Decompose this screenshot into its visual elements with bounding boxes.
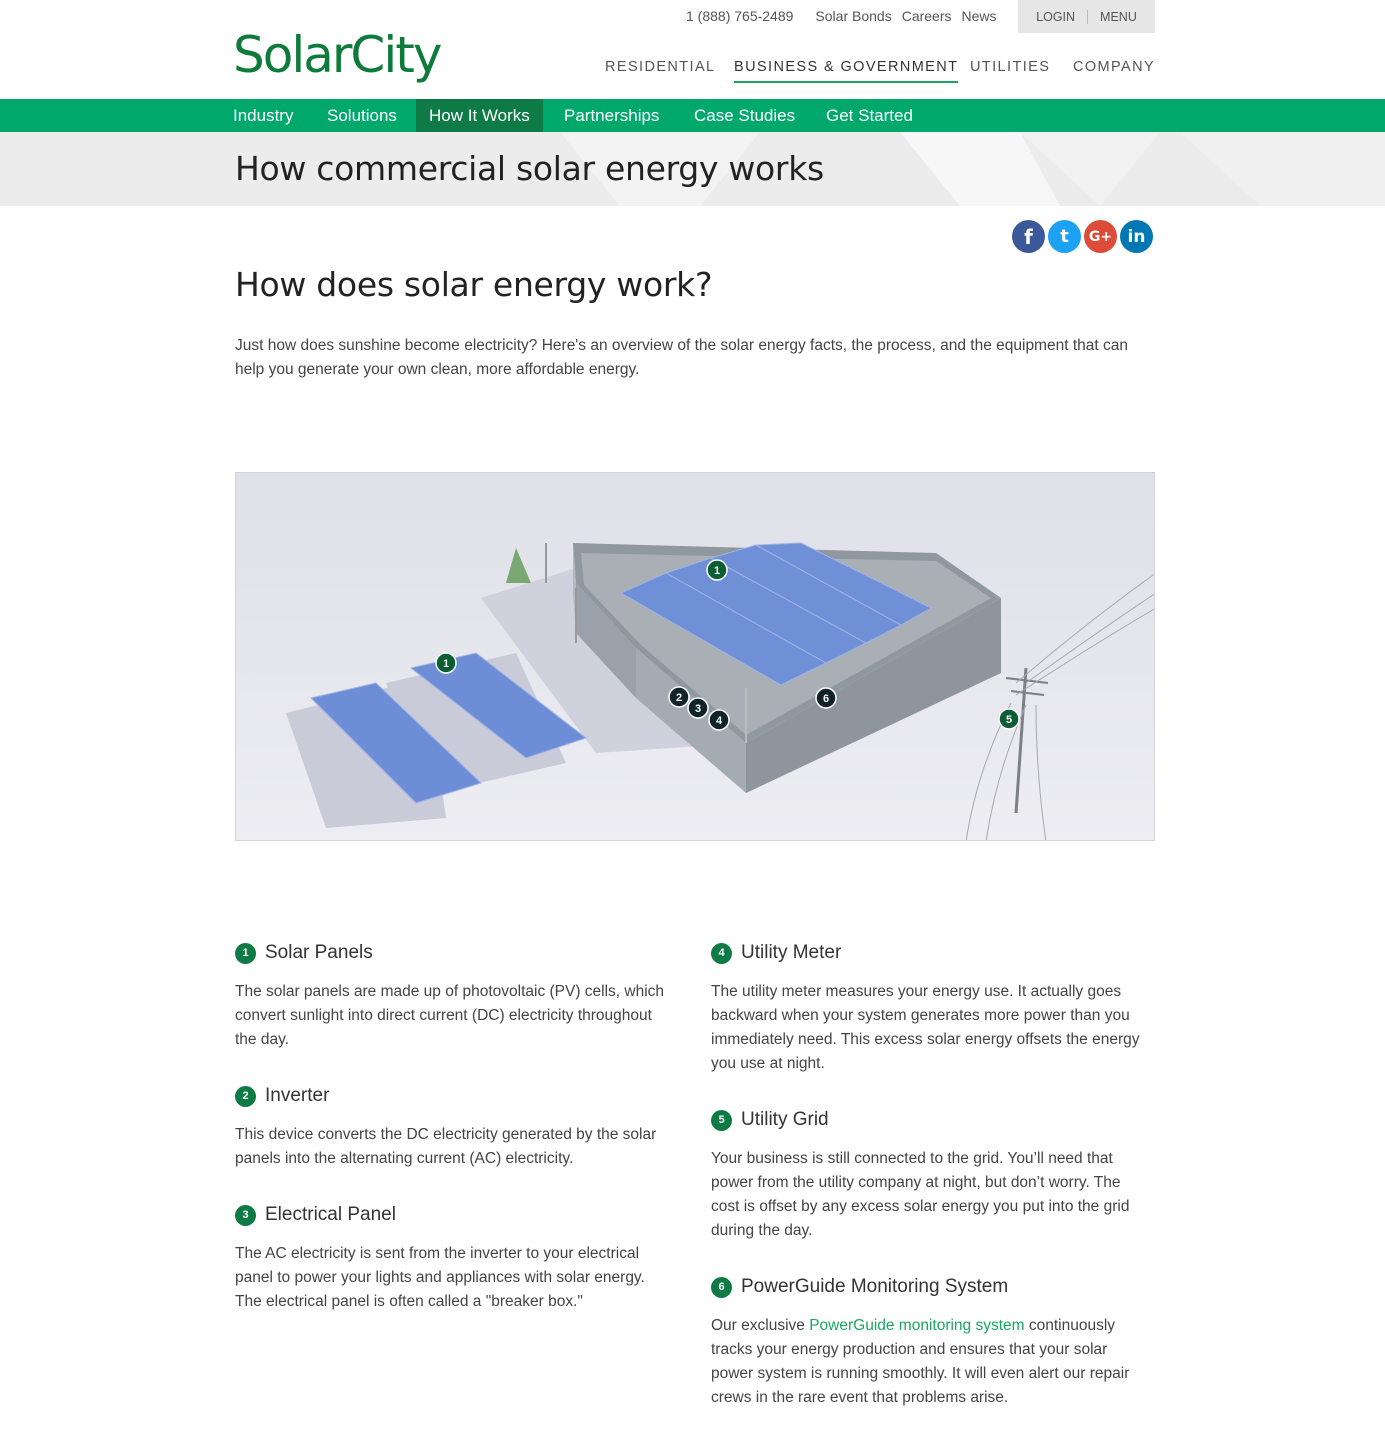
feature-description: The utility meter measures your energy use. It actually goes backward when your system generates more power than you immediately need. This excess solar energy offsets the energy you use at night. xyxy=(711,983,1140,1072)
subnav-how-it-works[interactable]: How It Works xyxy=(416,99,543,132)
subnav-get-started[interactable]: Get Started xyxy=(826,106,913,125)
feature-description: Our exclusive PowerGuide monitoring system continuously tracks your energy production and ensures that your solar power system is running smoothly. It will even alert our repair crews in the rare event that problems arise. xyxy=(711,1317,1130,1406)
marker-4[interactable] xyxy=(709,710,729,730)
facebook-icon[interactable]: f xyxy=(1012,220,1045,253)
subnav-solutions[interactable]: Solutions xyxy=(327,106,397,125)
nav-company[interactable]: COMPANY xyxy=(1073,59,1156,75)
nav-business-government[interactable]: BUSINESS & GOVERNMENT xyxy=(734,59,958,83)
account-box xyxy=(1018,0,1155,33)
feature-description: This device converts the DC electricity generated by the solar panels into the alternating current (AC) electricity. xyxy=(235,1126,657,1167)
marker-1-roof[interactable] xyxy=(707,560,727,580)
nav-residential[interactable]: RESIDENTIAL xyxy=(605,59,716,75)
utility-links xyxy=(686,8,997,26)
badge-4: 4 xyxy=(711,943,732,964)
solar-system-illustration xyxy=(235,472,1155,841)
phone-link[interactable]: 1 (888) 765-2489 xyxy=(686,8,794,24)
svg-text:2: 2 xyxy=(675,692,683,704)
marker-5[interactable] xyxy=(999,709,1019,729)
nav-utilities[interactable]: UTILITIES xyxy=(970,59,1051,75)
feature-powerguide xyxy=(711,1276,1151,1410)
menu-link[interactable]: MENU xyxy=(1100,9,1137,24)
feature-title: Electrical Panel xyxy=(265,1204,396,1225)
svg-text:1: 1 xyxy=(442,658,450,670)
svg-text:4: 4 xyxy=(715,715,723,727)
feature-utility-meter xyxy=(711,942,1151,1076)
feature-utility-grid xyxy=(711,1109,1151,1243)
feature-title: Solar Panels xyxy=(265,942,373,963)
feature-description: The AC electricity is sent from the inverter to your electrical panel to power your lights and appliances with solar energy. The electrical panel is often called a "breaker box." xyxy=(235,1245,645,1310)
section-title: How does solar energy work? xyxy=(235,265,713,304)
site-header xyxy=(0,0,1385,99)
feature-title: PowerGuide Monitoring System xyxy=(741,1276,1009,1297)
login-link[interactable]: LOGIN xyxy=(1036,9,1076,24)
badge-6: 6 xyxy=(711,1277,732,1298)
marker-2[interactable] xyxy=(669,687,689,707)
account-divider xyxy=(1087,10,1088,24)
feature-electrical-panel xyxy=(235,1204,675,1314)
google-plus-icon[interactable]: G+ xyxy=(1084,220,1117,253)
news-link[interactable]: News xyxy=(961,8,997,24)
careers-link[interactable]: Careers xyxy=(901,8,952,24)
page-title: How commercial solar energy works xyxy=(235,149,824,188)
linkedin-icon[interactable]: in xyxy=(1120,220,1153,253)
feature-title: Utility Grid xyxy=(741,1109,829,1130)
social-share xyxy=(1012,220,1153,253)
solarcity-logo[interactable]: SolarCity xyxy=(233,26,441,84)
marker-6[interactable] xyxy=(816,688,836,708)
solar-bonds-link[interactable]: Solar Bonds xyxy=(815,8,892,24)
feature-description: The solar panels are made up of photovoltaic (PV) cells, which convert sunlight into direct current (DC) electricity throughout the day. xyxy=(235,983,665,1048)
sub-nav xyxy=(0,99,1385,132)
feature-title: Inverter xyxy=(265,1085,330,1106)
badge-5: 5 xyxy=(711,1110,732,1131)
subnav-case-studies[interactable]: Case Studies xyxy=(694,106,796,125)
svg-text:1: 1 xyxy=(713,565,721,577)
marker-1-carport[interactable] xyxy=(436,653,456,673)
marker-3[interactable] xyxy=(688,698,708,718)
badge-2: 2 xyxy=(235,1086,256,1107)
twitter-icon[interactable]: t xyxy=(1048,220,1081,253)
feature-inverter xyxy=(235,1085,675,1171)
subnav-partnerships[interactable]: Partnerships xyxy=(564,106,660,125)
badge-1: 1 xyxy=(235,943,256,964)
subnav-industry[interactable]: Industry xyxy=(233,106,294,125)
feature-title: Utility Meter xyxy=(741,942,842,963)
feature-description: Your business is still connected to the grid. You’ll need that power from the utility company at night, but don’t worry. The cost is offset by any excess solar energy you put into the grid during the day. xyxy=(711,1150,1130,1239)
svg-text:6: 6 xyxy=(822,693,830,705)
powerguide-link[interactable]: PowerGuide monitoring system xyxy=(809,1317,1025,1334)
svg-text:3: 3 xyxy=(694,703,702,715)
badge-3: 3 xyxy=(235,1205,256,1226)
feature-solar-panels xyxy=(235,942,675,1052)
intro-text: Just how does sunshine become electricity? Here's an overview of the solar energy facts, the process, and the equipment that can help you generate your own clean, more affordable energy. xyxy=(235,337,1128,378)
svg-text:5: 5 xyxy=(1005,714,1013,726)
page-banner xyxy=(0,132,1385,206)
